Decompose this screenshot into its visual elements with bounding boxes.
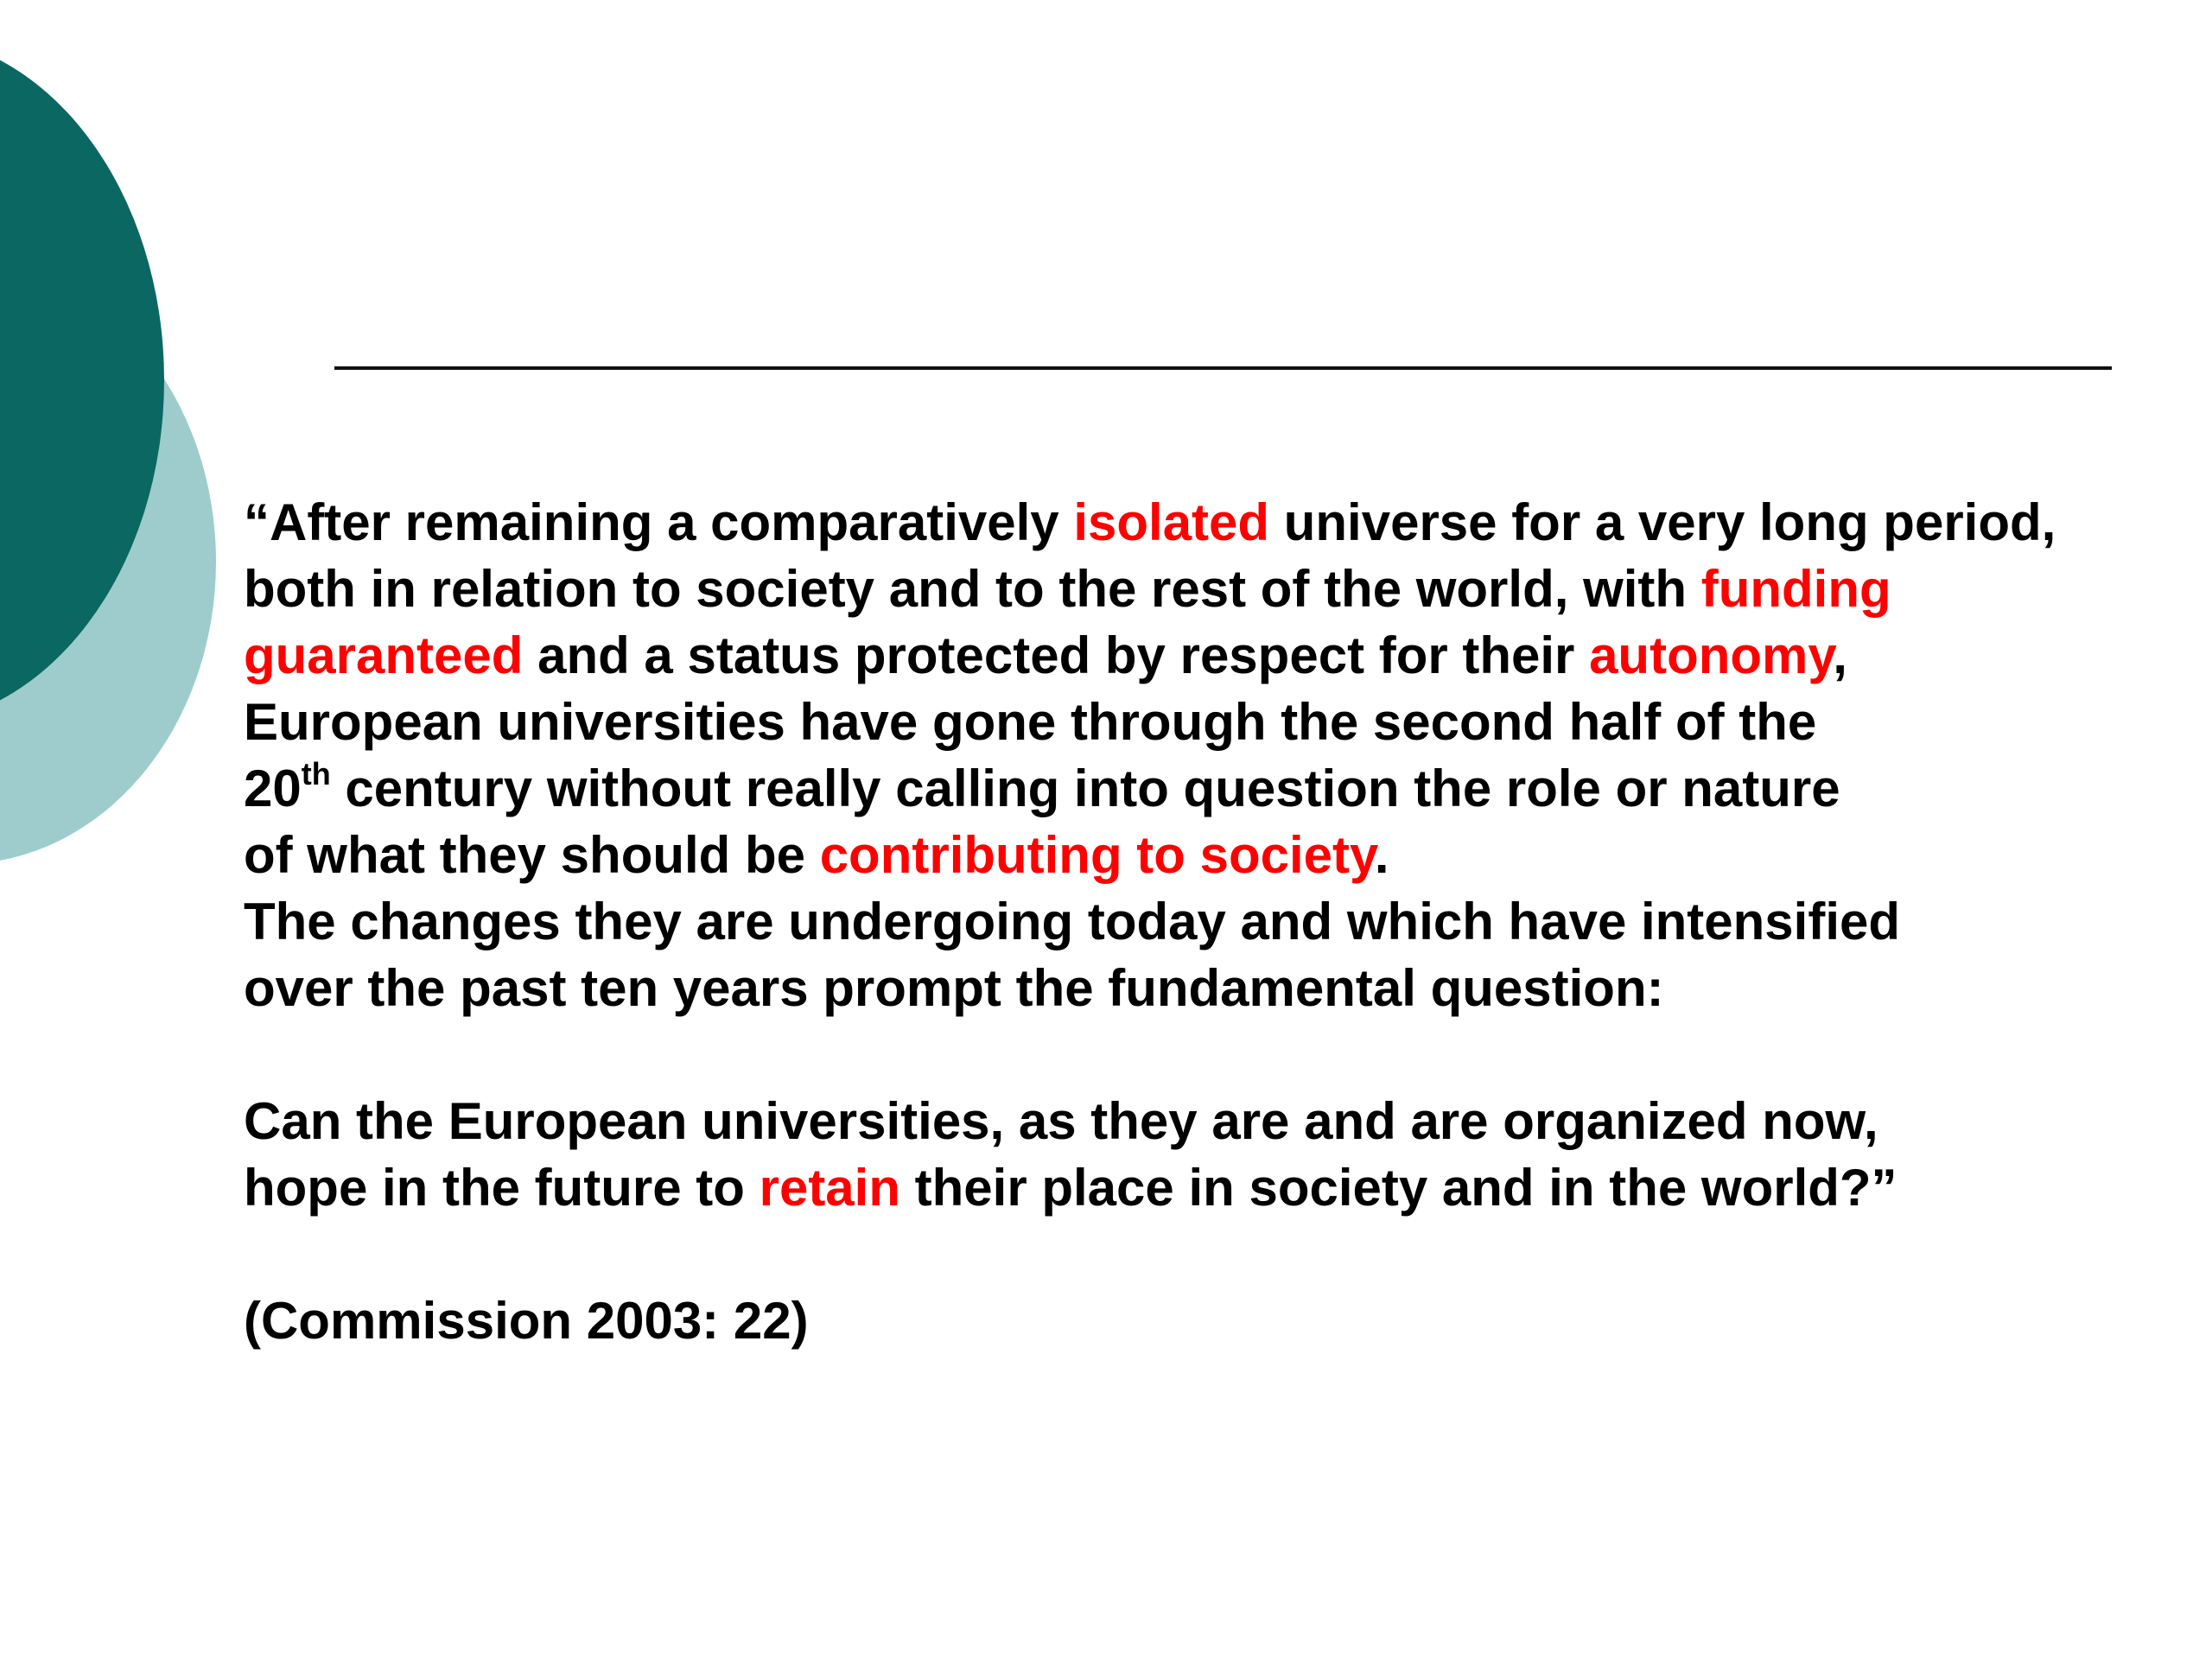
quote-text: The changes they are undergoing today and which have intensified	[244, 893, 1901, 950]
highlight-contributing-to-society: contributing to society	[819, 826, 1375, 884]
paragraph-gap	[244, 1221, 2198, 1287]
citation-text: (Commission 2003: 22)	[244, 1292, 809, 1350]
quote-text: universe for a very long period,	[1269, 493, 2056, 551]
quote-text: Can the European universities, as they are and are organized now,	[244, 1092, 1878, 1150]
highlight-autonomy: autonomy	[1589, 626, 1834, 684]
citation	[244, 1287, 2198, 1354]
quote-text: “After remaining a comparatively	[244, 493, 1074, 551]
quote-line	[244, 955, 2198, 1021]
quote-line	[244, 556, 2198, 622]
quote-block	[244, 489, 2198, 1354]
highlight-retain: retain	[759, 1159, 900, 1217]
quote-text: ,	[1833, 626, 1847, 684]
quote-line	[244, 1088, 2198, 1154]
quote-text: hope in the future to	[244, 1159, 760, 1217]
quote-line	[244, 622, 2198, 689]
quote-text: 20	[244, 760, 302, 817]
title-divider-line	[334, 366, 2112, 370]
quote-text: and a status protected by respect for their	[523, 626, 1590, 684]
quote-text: both in relation to society and to the rest of the world, with	[244, 560, 1701, 618]
paragraph-gap	[244, 1021, 2198, 1088]
quote-text: .	[1374, 826, 1389, 884]
quote-text: European universities have gone through the second half of the	[244, 693, 1817, 751]
quote-text: their place in society and in the world?”	[900, 1159, 1897, 1217]
highlight-guaranteed: guaranteed	[244, 626, 524, 684]
quote-line	[244, 489, 2198, 556]
quote-line	[244, 822, 2198, 888]
quote-line	[244, 1154, 2198, 1221]
quote-line	[244, 755, 2198, 822]
quote-line	[244, 689, 2198, 755]
quote-line	[244, 888, 2198, 955]
quote-text: of what they should be	[244, 826, 820, 884]
highlight-isolated: isolated	[1073, 493, 1270, 551]
highlight-funding: funding	[1700, 560, 1891, 618]
quote-text: century without really calling into question the role or nature	[330, 760, 1840, 817]
ordinal-superscript: th	[301, 756, 331, 791]
quote-text: over the past ten years prompt the fundamental question:	[244, 959, 1664, 1017]
